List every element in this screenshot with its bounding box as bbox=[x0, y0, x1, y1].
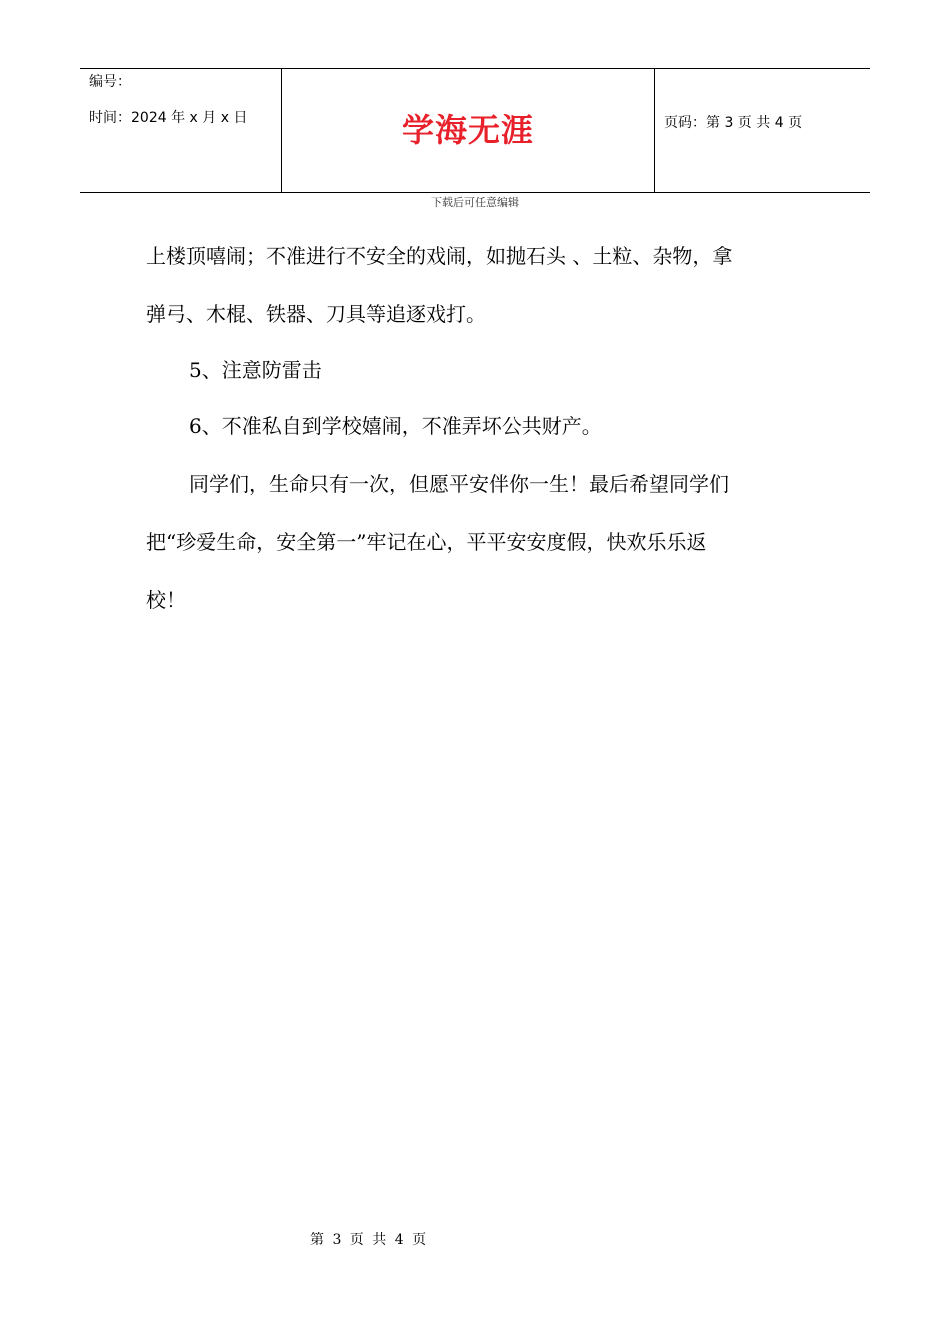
list-item-6: 6、不准私自到学校嬉闹，不准弄坏公共财产。 bbox=[189, 414, 602, 438]
body-line: 弹弓、木棍、铁器、刀具等追逐戏打。 bbox=[146, 302, 486, 326]
closing-paragraph-line: 把“珍爱生命，安全第一”牢记在心，平平安安度假，快欢乐乐返 bbox=[146, 530, 707, 554]
serial-number-label: 编号： bbox=[89, 74, 131, 90]
editable-note: 下载后可任意编辑 bbox=[431, 196, 519, 209]
page-number-label: 页码：第 3 页 共 4 页 bbox=[664, 115, 803, 131]
date-label: 时间：2024 年 x 月 x 日 bbox=[89, 110, 248, 126]
body-line: 上楼顶嘻闹；不准进行不安全的戏闹，如抛石头 、土粒、杂物，拿 bbox=[146, 244, 733, 268]
header-right-cell bbox=[655, 69, 870, 192]
page-footer: 第 3 页 共 4 页 bbox=[310, 1232, 429, 1248]
header-left-cell bbox=[80, 69, 281, 192]
closing-paragraph-line: 同学们，生命只有一次，但愿平安伴你一生！最后希望同学们 bbox=[189, 472, 729, 496]
closing-paragraph-line: 校！ bbox=[146, 588, 186, 612]
list-item-5: 5、注意防雷击 bbox=[189, 358, 322, 382]
header-brand-cell bbox=[281, 69, 655, 192]
brand-title: 学海无涯 bbox=[401, 111, 534, 149]
document-header bbox=[80, 68, 870, 193]
